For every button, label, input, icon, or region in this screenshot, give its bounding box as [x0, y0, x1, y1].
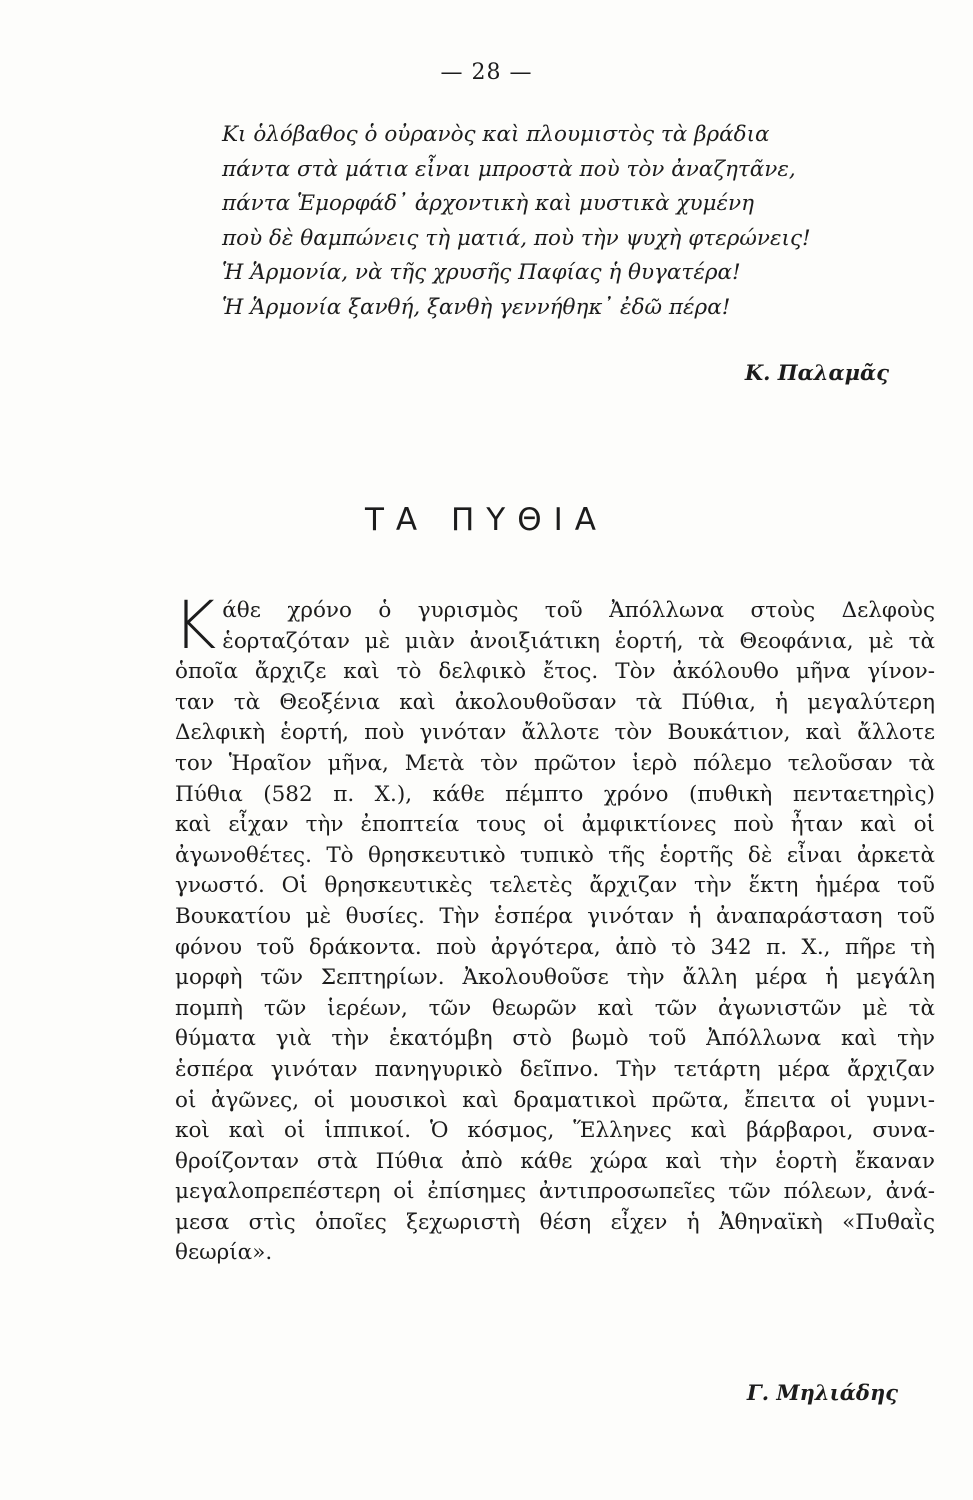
- article-line: καὶ εἶχαν τὴν ἐποπτεία τους οἱ ἀμφικτίονες ποὺ ἦταν καὶ οἱ: [175, 812, 935, 838]
- article-line: οἱ ἀγῶνες, οἱ μουσικοὶ καὶ δραματικοὶ πρῶτα, ἔπειτα οἱ γυμνι-: [175, 1087, 935, 1113]
- poem-line: Ἡ Ἁρμονία ξανθή, ξανθὴ γεννήθηκ᾽ ἐδῶ πέρα!: [222, 294, 731, 320]
- article-line: γνωστό. Οἱ θρησκευτικὲς τελετὲς ἄρχιζαν τὴν ἕκτη ἡμέρα τοῦ: [175, 873, 935, 899]
- article-line: μορφὴ τῶν Σεπτηρίων. Ἀκολουθοῦσε τὴν ἄλλη μέρα ἡ μεγάλη: [175, 965, 935, 991]
- article-line: φόνου τοῦ δράκοντα. ποὺ ἀργότερα, ἀπὸ τὸ 342 π. Χ., πῆρε τὴ: [175, 934, 935, 960]
- article-title: ΤΑ ΠΥΘΙΑ: [365, 502, 608, 538]
- poem-line: Ἡ Ἁρμονία, νὰ τῆς χρυσῆς Παφίας ἡ θυγατέρα!: [222, 260, 741, 285]
- poem-line: Κι ὁλόβαθος ὁ οὐρανὸς καὶ πλουμιστὸς τὰ βράδια: [222, 122, 770, 147]
- article-line: τον Ἡραῖον μῆνα, Μετὰ τὸν πρῶτον ἱερὸ πόλεμο τελοῦσαν τὰ: [175, 750, 935, 776]
- article-line: ἑορταζόταν μὲ μιὰν ἀνοιξιάτικη ἑορτή, τὰ Θεοφάνια, μὲ τὰ: [222, 628, 935, 654]
- article-line: άθε χρόνο ὁ γυρισμὸς τοῦ Ἀπόλλωνα στοὺς Δελφοὺς: [222, 598, 935, 623]
- poem-line: πάντα Ἑμορφάδ᾽ ἀρχοντικὴ καὶ μυστικὰ χυμένη: [222, 191, 754, 216]
- article-line: θεωρία».: [175, 1240, 273, 1266]
- article-line: θροίζονταν στὰ Πύθια ἀπὸ κάθε χώρα καὶ τὴν ἑορτὴ ἔκαναν: [175, 1148, 935, 1174]
- article-line: ἀγωνοθέτες. Τὸ θρησκευτικὸ τυπικὸ τῆς ἑορτῆς δὲ εἶναι ἀρκετὰ: [175, 842, 935, 868]
- poem-line: ποὺ δὲ θαμπώνεις τὴ ματιά, ποὺ τὴν ψυχὴ φτερώνεις!: [222, 225, 811, 251]
- drop-cap: Κ: [173, 587, 217, 664]
- article-line: Πύθια (582 π. Χ.), κάθε πέμπτο χρόνο (πυθικὴ πενταετηρὶς): [175, 781, 935, 807]
- article-author: Γ. Μηλιάδης: [746, 1380, 898, 1405]
- article-line: Δελφικὴ ἑορτή, ποὺ γινόταν ἄλλοτε τὸν Βουκάτιον, καὶ ἄλλοτε: [175, 720, 935, 746]
- article-line: Βουκατίου μὲ θυσίες. Τὴν ἑσπέρα γινόταν ἡ ἀναπαράσταση τοῦ: [175, 903, 935, 929]
- page-number: — 28 —: [440, 60, 533, 85]
- poem-line: πάντα στὰ μάτια εἶναι μπροστὰ ποὺ τὸν ἀναζητᾶνε,: [222, 156, 796, 182]
- article-line: κοὶ καὶ οἱ ἱππικοί. Ὁ κόσμος, Ἕλληνες καὶ βάρβαροι, συνα-: [175, 1118, 935, 1144]
- poem-author: Κ. Παλαμᾶς: [744, 360, 889, 385]
- article-line: ἑσπέρα γινόταν πανηγυρικὸ δεῖπνο. Τὴν τετάρτη μέρα ἄρχιζαν: [175, 1056, 935, 1082]
- article-line: μεσα στὶς ὁποῖες ξεχωριστὴ θέση εἶχεν ἡ Ἀθηναϊκὴ «Πυθαῒς: [175, 1209, 935, 1235]
- article-body: [173, 587, 935, 1269]
- article-line: ὁποῖα ἄρχιζε καὶ τὸ δελφικὸ ἔτος. Τὸν ἀκόλουθο μῆνα γίνον-: [175, 659, 935, 685]
- poem: [222, 118, 902, 325]
- article-line: πομπὴ τῶν ἱερέων, τῶν θεωρῶν καὶ τῶν ἀγωνιστῶν μὲ τὰ: [175, 995, 935, 1021]
- article-line: θύματα γιὰ τὴν ἑκατόμβη στὸ βωμὸ τοῦ Ἀπόλλωνα καὶ τὴν: [175, 1026, 935, 1052]
- article-line: μεγαλοπρεπέστερη οἱ ἐπίσημες ἀντιπροσωπεῖες τῶν πόλεων, ἀνά-: [175, 1179, 935, 1205]
- article-line: ταν τὰ Θεοξένια καὶ ἀκολουθοῦσαν τὰ Πύθια, ἡ μεγαλύτερη: [175, 689, 935, 715]
